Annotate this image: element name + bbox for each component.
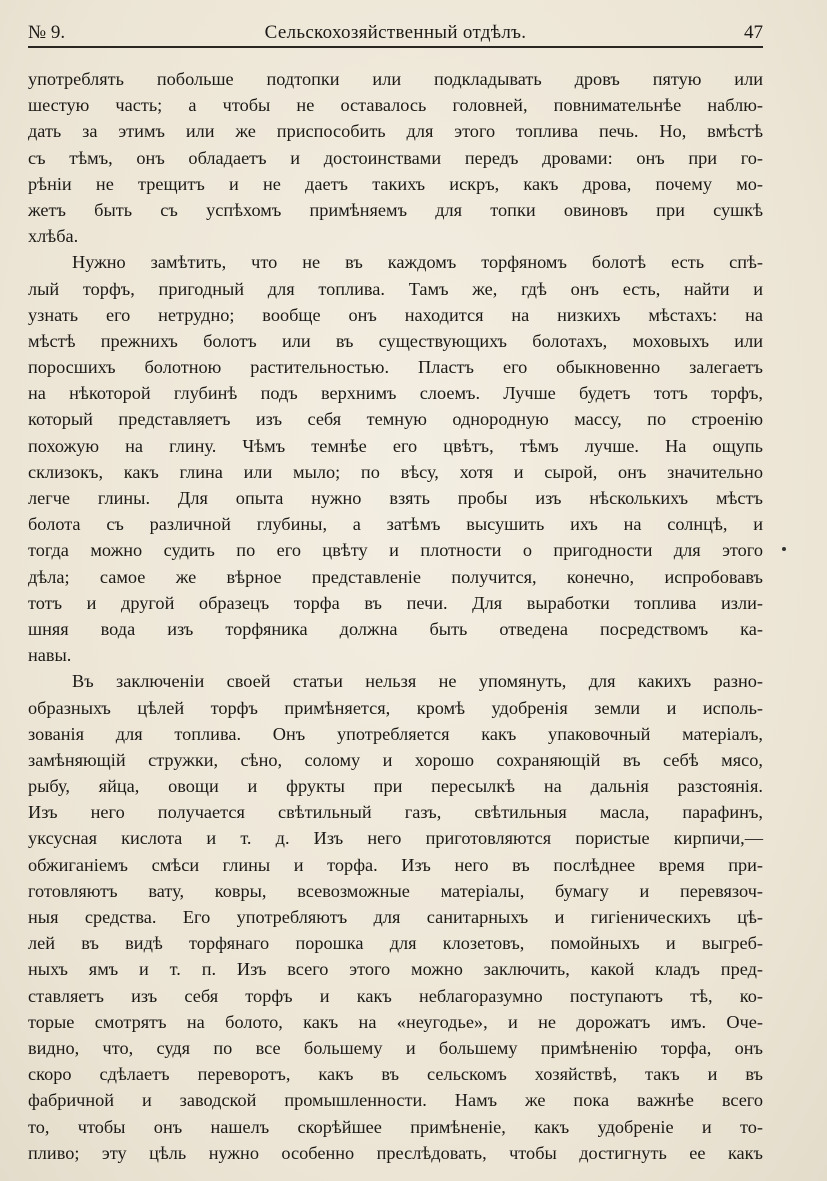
text-line: рыбу, яйца, овощи и фрукты при пересылкѣ на дальнія разстоянія. [28, 776, 763, 797]
text-line: шняя вода изъ торфяника должна быть отведена посредствомъ ка- [28, 618, 763, 639]
text-line: употреблять побольше подтопки или подкладывать дровъ пятую или [28, 69, 763, 89]
text-line: съ тѣмъ, онъ обладаетъ и достоинствами передъ дровами: онъ при го- [28, 147, 763, 168]
text-line: склизокъ, какъ глина или мыло; по вѣсу, хотя и сырой, онъ значительно [28, 461, 763, 482]
section-title: Сельскохозяйственный отдѣлъ. [264, 22, 527, 43]
issue-number: № 9. [28, 22, 66, 43]
text-line: рѣніи не трещитъ и не даетъ такихъ искръ, какъ дрова, почему мо- [28, 173, 763, 194]
text-line: поросшихъ болотною растительностью. Пластъ его обыкновенно залегаетъ [28, 357, 763, 378]
text-line: пливо; эту цѣль нужно особенно преслѣдовать, чтобы достигнуть ее какъ [28, 1142, 763, 1163]
text-line: замѣняющій стружки, сѣно, солому и хорошо сохраняющій въ себѣ мясо, [28, 749, 763, 770]
text-line: жетъ быть съ успѣхомъ примѣняемъ для топки овиновъ при сушкѣ [28, 199, 763, 220]
text-line: ныя средства. Его употребляютъ для санитарныхъ и гигіеническихъ цѣ- [28, 907, 763, 927]
text-line: лый торфъ, пригодный для топлива. Тамъ же, гдѣ онъ есть, найти и [28, 278, 763, 299]
running-header [28, 22, 763, 44]
text-line: легче глины. Для опыта нужно взять пробы изъ нѣсколькихъ мѣстъ [28, 488, 763, 508]
text-line: дѣла; самое же вѣрное представленіе получится, конечно, испробовавъ [28, 566, 763, 587]
text-line: торые смотрятъ на болото, какъ на «неугодье», и не дорожатъ имъ. Оче- [28, 1011, 763, 1032]
text-line: тотъ и другой образецъ торфа въ печи. Для выработки топлива изли- [28, 592, 763, 613]
text-line: ныхъ ямъ и т. п. Изъ всего этого можно заключить, какой кладъ пред- [28, 959, 763, 980]
text-line: на нѣкоторой глубинѣ подъ верхнимъ слоемъ. Лучше будетъ тотъ торфъ, [28, 383, 763, 404]
article-body [28, 66, 763, 1166]
text-line: шестую часть; а чтобы не оставалось головней, повнимательнѣе наблю- [28, 95, 763, 116]
text-line: то, чтобы онъ нашелъ скорѣйшее примѣненіе, какъ удобреніе и то- [28, 1116, 763, 1137]
text-line: фабричной и заводской промышленности. Намъ же пока важнѣе всего [28, 1090, 763, 1111]
text-line: дать за этимъ или же приспособить для этого топлива печь. Но, вмѣстѣ [28, 121, 763, 142]
text-line: мѣстѣ прежнихъ болотъ или въ существующихъ болотахъ, моховыхъ или [28, 330, 763, 351]
text-line: зованія для топлива. Онъ употребляется какъ упаковочный матеріалъ, [28, 723, 763, 744]
text-line: Изъ него получается свѣтильный газъ, свѣтильныя масла, парафинъ, [28, 802, 763, 823]
text-line: хлѣба. [28, 226, 79, 247]
text-line: скоро сдѣлаетъ переворотъ, какъ въ сельскомъ хозяйствѣ, такъ и въ [28, 1064, 763, 1085]
header-rule [28, 46, 763, 48]
text-line: который представляетъ изъ себя темную однородную массу, по строенію [28, 409, 763, 430]
text-line: навы. [28, 645, 72, 666]
text-line: похожую на глину. Чѣмъ темнѣе его цвѣтъ, тѣмъ лучше. На ощупь [28, 435, 763, 456]
text-line: видно, что, судя по все большему и большему примѣненію торфа, онъ [28, 1037, 763, 1058]
text-line: образныхъ цѣлей торфъ примѣняется, кромѣ удобренія земли и исполь- [28, 697, 763, 718]
paragraph-first-line: Нужно замѣтить, что не въ каждомъ торфяномъ болотѣ есть спѣ- [72, 252, 763, 273]
text-line: болота съ различной глубины, а затѣмъ высушить ихъ на солнцѣ, и [28, 514, 763, 535]
text-line: уксусная кислота и т. д. Изъ него приготовляются пористые кирпичи,— [28, 828, 763, 849]
text-line: тогда можно судить по его цвѣту и плотности о пригодности для этого [28, 540, 763, 561]
text-line: обжиганіемъ смѣси глины и торфа. Изъ него въ послѣднее время при- [28, 854, 763, 875]
text-line: лей въ видѣ торфянаго порошка для клозетовъ, помойныхъ и выгреб- [28, 933, 763, 954]
paragraph-first-line: Въ заключеніи своей статьи нельзя не упомянуть, для какихъ разно- [72, 671, 763, 692]
page-number: 47 [744, 22, 763, 43]
text-line: готовляютъ вату, ковры, всевозможные матеріалы, бумагу и перевязоч- [28, 880, 763, 901]
text-line: узнать его нетрудно; вообще онъ находится на низкихъ мѣстахъ: на [28, 304, 763, 325]
margin-speck [782, 547, 786, 551]
text-line: ставляетъ изъ себя торфъ и какъ неблагоразумно поступаютъ тѣ, ко- [28, 985, 763, 1006]
